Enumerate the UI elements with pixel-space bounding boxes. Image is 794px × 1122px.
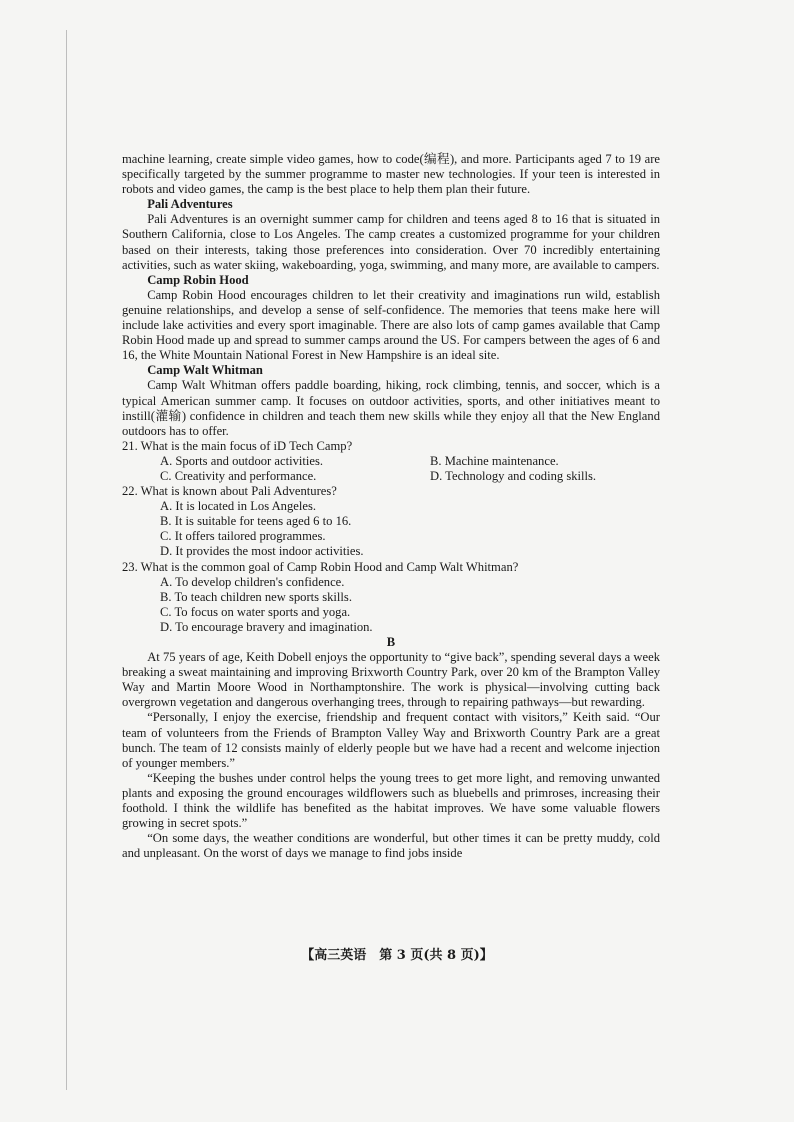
option-d: D. It provides the most indoor activities. — [160, 544, 364, 559]
camp-paragraph: Camp Walt Whitman offers paddle boarding, hiking, rock climbing, tennis, and soccer, which is a typical American summer camp. It focuses on outdoor activities, sports, and other initiatives meant to instill(灌输) confidence in children and teach them new skills while they enjoy all that the New England outdoors has to offer. — [122, 378, 660, 438]
options — [122, 454, 660, 484]
question-22 — [122, 484, 660, 559]
camp-heading: Camp Robin Hood — [147, 272, 249, 287]
option-c: C. Creativity and performance. — [160, 468, 317, 483]
option-a: A. It is located in Los Angeles. — [160, 499, 316, 514]
section-b-label: B — [386, 635, 396, 649]
option-a: A. Sports and outdoor activities. — [160, 453, 323, 468]
question-stem: 22. What is known about Pali Adventures? — [122, 484, 337, 499]
passage-paragraph: “Keeping the bushes under control helps the young trees to get more light, and removing unwanted plants and exposing the ground encourages wildflowers such as bluebells and primroses, increasing their foothold. I think the wildlife has benefited as the habitat improves. We have some valuable flowers growing in secret spots.” — [122, 770, 660, 831]
option-c: C. It offers tailored programmes. — [160, 529, 326, 544]
option-d: D. Technology and coding skills. — [430, 468, 597, 483]
page-content — [122, 152, 660, 861]
passage-paragraph: “On some days, the weather conditions are wonderful, but other times it can be pretty muddy, cold and unpleasant. On the worst of days we manage to find jobs inside — [122, 831, 660, 861]
question-stem: 21. What is the main focus of iD Tech Camp? — [122, 438, 353, 453]
camp-heading: Camp Walt Whitman — [147, 363, 263, 378]
question-23 — [122, 560, 660, 635]
page-footer: 【高三英语 第 3 页(共 8 页)】 — [301, 948, 493, 963]
margin-line — [66, 30, 67, 1090]
question-21 — [122, 439, 660, 484]
option-b: B. To teach children new sports skills. — [160, 589, 352, 604]
intro-paragraph: machine learning, create simple video games, how to code(编程), and more. Participants aged 7 to 19 are specifically targeted by the summer programme to master new technologies. If your teen is interested in robots and video games, the camp is the best place to help them plan their future. — [122, 152, 660, 197]
passage-paragraph: “Personally, I enjoy the exercise, friendship and frequent contact with visitors,” Keith said. “Our team of volunteers from the Friends of Brampton Valley Way and Brixworth Country Park are a great bunch. The team of 12 consists mainly of elderly people but we have had a recent and welcome injection of younger members.” — [122, 710, 660, 770]
option-b: B. It is suitable for teens aged 6 to 16. — [160, 514, 352, 529]
camp-paragraph: Camp Robin Hood encourages children to let their creativity and imaginations run wild, establish genuine relationships, and develop a sense of self-confidence. The memories that teens make here will include lake activities and every sport imaginable. There are also lots of camp games available that Camp Robin Hood made up and spread to summer camps around the US. For campers between the ages of 6 and 16, the White Mountain National Forest in New Hampshire is an ideal site. — [122, 287, 660, 363]
passage-paragraph: At 75 years of age, Keith Dobell enjoys the opportunity to “give back”, spending several days a week breaking a sweat maintaining and improving Brixworth Country Park, over 20 km of the Brampton Valley Way and Martin Moore Wood in Northamptonshire. The work is physical—involving cutting back overgrown vegetation and dangerous overhanging trees, through to repairing pathways—but rewarding. — [122, 650, 660, 710]
camp-heading: Pali Adventures — [147, 197, 233, 212]
option-d: D. To encourage bravery and imagination. — [160, 619, 373, 634]
option-c: C. To focus on water sports and yoga. — [160, 604, 351, 619]
option-a: A. To develop children's confidence. — [160, 574, 345, 589]
option-b: B. Machine maintenance. — [430, 453, 559, 468]
question-stem: 23. What is the common goal of Camp Robin Hood and Camp Walt Whitman? — [122, 559, 519, 574]
camp-paragraph: Pali Adventures is an overnight summer camp for children and teens aged 8 to 16 that is situated in Southern California, close to Los Angeles. The camp creates a customized programme for your children based on their interests, taking those preferences into consideration. Over 70 incredibly entertaining activities, such as water skiing, wakeboarding, yoga, swimming, and many more, are available to campers. — [122, 212, 660, 272]
